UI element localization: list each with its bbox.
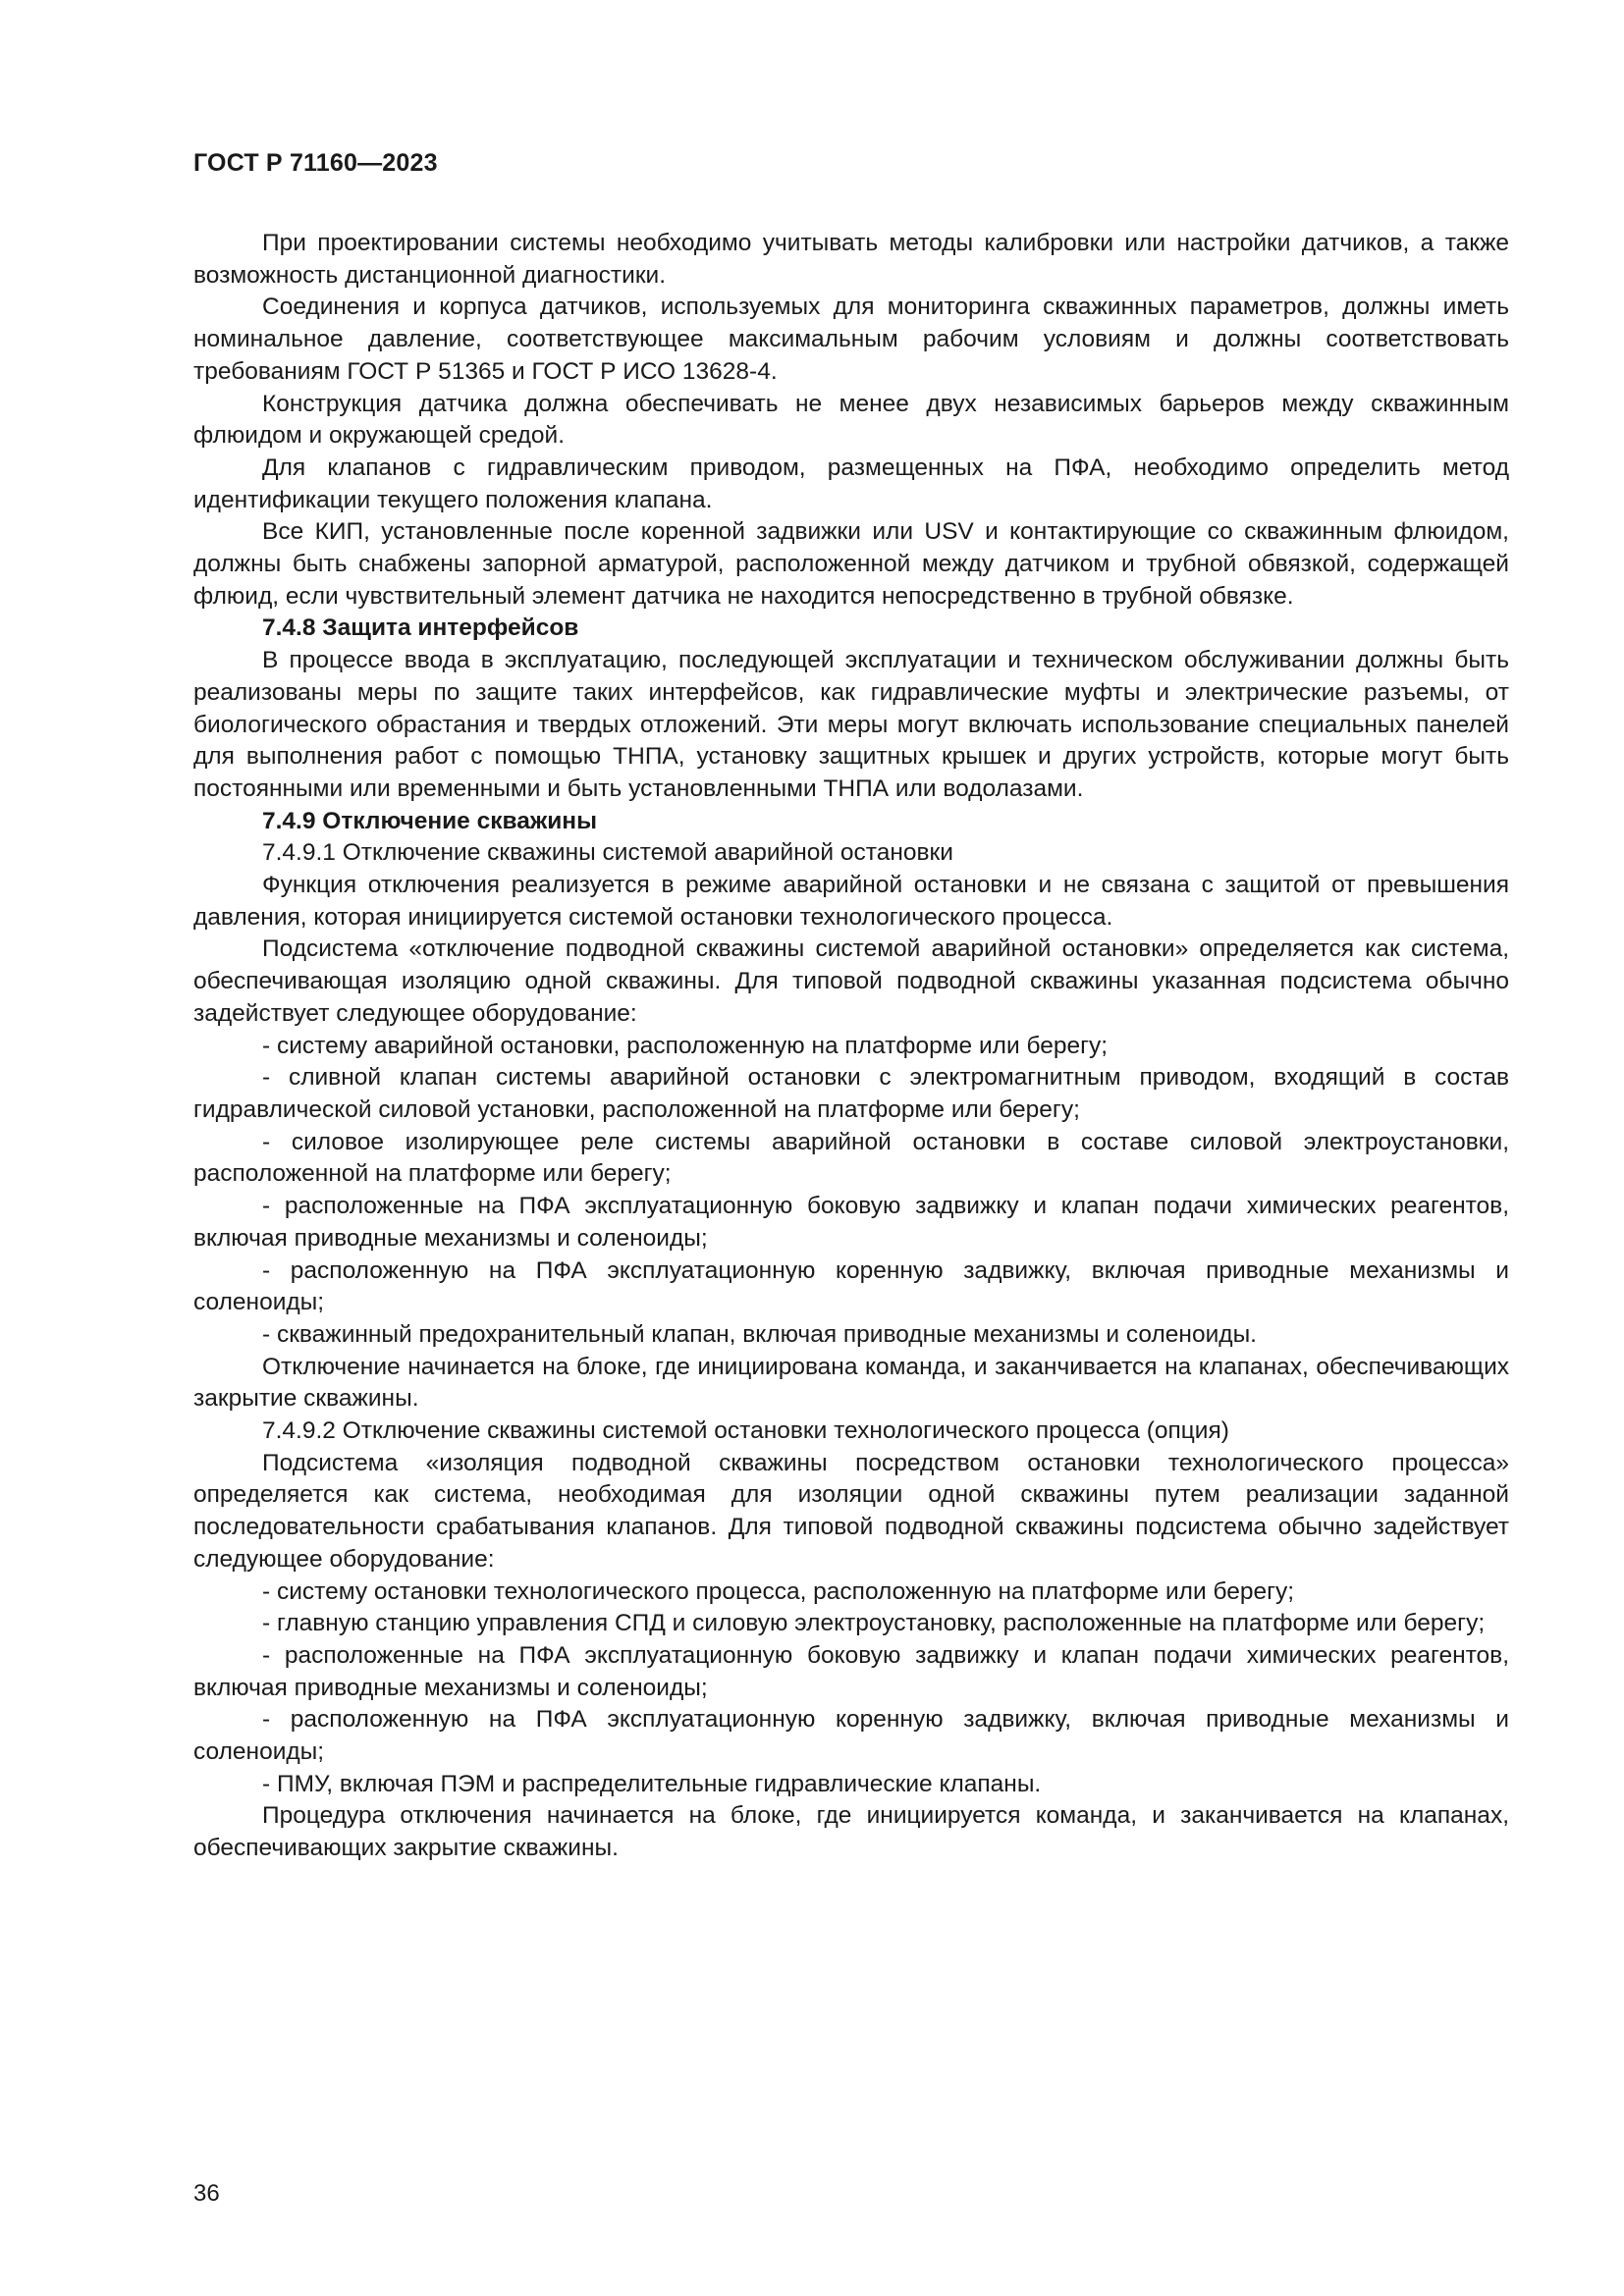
section-heading-7-4-9: 7.4.9 Отключение скважины [262,807,598,834]
section-heading-7-4-8: 7.4.8 Защита интерфейсов [262,614,579,642]
list-item: - расположенные на ПФА эксплуатационную боковую задвижку и клапан подачи химических реагентов, включая приводные механизмы и соленоиды; [193,1641,1509,1701]
list-item: - силовое изолирующее реле системы аварийной остановки в составе силовой электроустановки, расположенной на платформе или берегу; [193,1128,1509,1188]
list-item: - скважинный предохранительный клапан, включая приводные механизмы и соленоиды. [262,1320,1257,1348]
page-number: 36 [193,2180,220,2207]
paragraph: Подсистема «отключение подводной скважины системой аварийной остановки» определяется как система, обеспечивающая изоляцию одной скважины. Для типовой подводной скважины указанная подсистема обычно задействует следующее оборудование: [193,935,1509,1027]
list-item: - главную станцию управления СПД и силовую электроустановку, расположенные на платформе или берегу; [262,1610,1486,1637]
paragraph: Все КИП, установленные после коренной задвижки или USV и контактирующие со скважинным флюидом, должны быть снабжены запорной арматурой, расположенной между датчиком и трубной обвязкой, содержащей флюид, если чувствительный элемент датчика не находится непосредственно в трубной обвязке. [193,518,1509,610]
list-item: - систему аварийной остановки, расположенную на платформе или берегу; [262,1032,1109,1059]
list-item: - сливной клапан системы аварийной остановки с электромагнитным приводом, входящий в состав гидравлической силовой установки, расположенной на платформе или берегу; [193,1064,1509,1123]
paragraph: Отключение начинается на блоке, где инициирована команда, и заканчивается на клапанах, обеспечивающих закрытие скважины. [193,1353,1509,1413]
paragraph: При проектировании системы необходимо учитывать методы калибровки или настройки датчиков, а также возможность дистанционной диагностики. [193,230,1509,289]
paragraph: Процедура отключения начинается на блоке, где инициируется команда, и заканчивается на клапанах, обеспечивающих закрытие скважины. [193,1802,1509,1862]
list-item: - расположенные на ПФА эксплуатационную боковую задвижку и клапан подачи химических реагентов, включая приводные механизмы и соленоиды; [193,1193,1509,1252]
subsection-heading-7-4-9-1: 7.4.9.1 Отключение скважины системой аварийной остановки [262,839,953,867]
document-body [193,228,1509,1865]
list-item: - систему остановки технологического процесса, расположенную на платформе или берегу; [262,1577,1295,1605]
subsection-heading-7-4-9-2: 7.4.9.2 Отключение скважины системой остановки технологического процесса (опция) [262,1417,1229,1445]
paragraph: Конструкция датчика должна обеспечивать не менее двух независимых барьеров между скважинным флюидом и окружающей средой. [193,390,1509,450]
list-item: - расположенную на ПФА эксплуатационную коренную задвижку, включая приводные механизмы и соленоиды; [193,1706,1509,1766]
paragraph: Функция отключения реализуется в режиме аварийной остановки и не связана с защитой от превышения давления, которая инициируется системой остановки технологического процесса. [193,872,1509,931]
document-header: ГОСТ Р 71160—2023 [193,149,438,177]
list-item: - расположенную на ПФА эксплуатационную коренную задвижку, включая приводные механизмы и соленоиды; [193,1256,1509,1316]
list-item: - ПМУ, включая ПЭМ и распределительные гидравлические клапаны. [262,1770,1042,1797]
paragraph: Для клапанов с гидравлическим приводом, размещенных на ПФА, необходимо определить метод идентификации текущего положения клапана. [193,454,1509,513]
paragraph: В процессе ввода в эксплуатацию, последующей эксплуатации и техническом обслуживании должны быть реализованы меры по защите таких интерфейсов, как гидравлические муфты и электрические разъемы, от биологического обрастания и твердых отложений. Эти меры могут включать использование специальных панелей для выполнения работ с помощью ТНПА, установку защитных крышек и других устройств, которые могут быть постоянными или временными и быть установленными ТНПА или водолазами. [193,647,1509,802]
paragraph: Соединения и корпуса датчиков, используемых для мониторинга скважинных параметров, должны иметь номинальное давление, соответствующее максимальным рабочим условиям и должны соответствовать требованиям ГОСТ Р 51365 и ГОСТ Р ИСО 13628-4. [193,294,1509,385]
paragraph: Подсистема «изоляция подводной скважины посредством остановки технологического процесса» определяется как система, необходимая для изоляции одной скважины путем реализации заданной последовательности срабатывания клапанов. Для типовой подводной скважины подсистема обычно задействует следующее оборудование: [193,1449,1509,1573]
